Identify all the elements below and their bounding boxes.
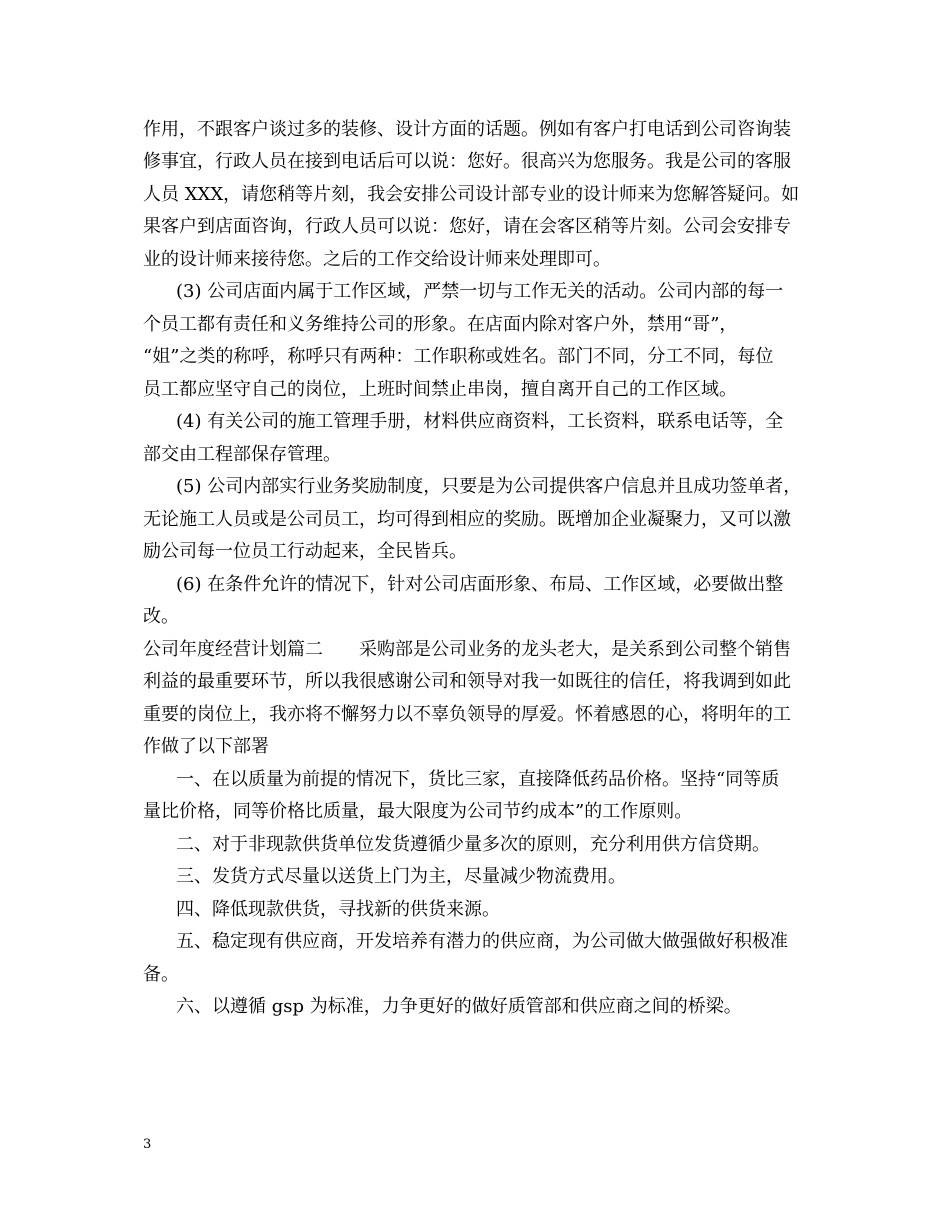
text-line: 改。 bbox=[143, 606, 179, 627]
text-line: (5) 公司内部实行业务奖励制度，只要是为公司提供客户信息并且成功签单者， bbox=[176, 476, 802, 497]
text-line: 三、发货方式尽量以送货上门为主，尽量减少物流费用。 bbox=[176, 866, 626, 887]
text-line: 员工都应坚守自己的岗位，上班时间禁止串岗，擅自离开自己的工作区域。 bbox=[143, 379, 737, 400]
text-line: 五、稳定现有供应商，开发培养有潜力的供应商，为公司做大做强做好积极准 bbox=[176, 931, 788, 952]
text-line: 个员工都有责任和义务维持公司的形象。在店面内除对客户外，禁用“哥”， bbox=[143, 314, 738, 335]
text-line: 修事宜，行政人员在接到电话后可以说：您好。很高兴为您服务。我是公司的客服 bbox=[143, 151, 791, 172]
text-line: 人员 XXX，请您稍等片刻，我会安排公司设计部专业的设计师来为您解答疑问。如 bbox=[143, 184, 800, 205]
text-line: 业的设计师来接待您。之后的工作交给设计师来处理即可。 bbox=[143, 249, 611, 270]
text-line: 无论施工人员或是公司员工，均可得到相应的奖励。既增加企业凝聚力，又可以激 bbox=[143, 509, 791, 530]
text-line: 一、在以质量为前提的情况下，货比三家，直接降低药品价格。坚持“同等质 bbox=[176, 769, 780, 790]
text-line: 四、降低现款供货，寻找新的供货来源。 bbox=[176, 899, 500, 920]
text-line: (3) 公司店面内属于工作区域，严禁一切与工作无关的活动。公司内部的每一 bbox=[176, 281, 784, 302]
text-line: 励公司每一位员工行动起来，全民皆兵。 bbox=[143, 541, 467, 562]
text-line: (6) 在条件允许的情况下，针对公司店面形象、布局、工作区域，必要做出整 bbox=[176, 574, 784, 595]
text-line: 作做了以下部署 bbox=[143, 736, 269, 757]
text-line: 备。 bbox=[143, 964, 179, 985]
text-line: 作用，不跟客户谈过多的装修、设计方面的话题。例如有客户打电话到公司咨询装 bbox=[143, 119, 791, 140]
text-line: (4) 有关公司的施工管理手册，材料供应商资料，工长资料，联系电话等，全 bbox=[176, 411, 784, 432]
text-line: 果客户到店面咨询，行政人员可以说：您好，请在会客区稍等片刻。公司会安排专 bbox=[143, 216, 791, 237]
page-number: 3 bbox=[143, 1137, 152, 1152]
text-line: 利益的最重要环节，所以我很感谢公司和领导对我一如既往的信任，将我调到如此 bbox=[143, 671, 791, 692]
text-line: 二、对于非现款供货单位发货遵循少量多次的原则，充分利用供方信贷期。 bbox=[176, 834, 770, 855]
text-line: 部交由工程部保存管理。 bbox=[143, 444, 341, 465]
text-line: 六、以遵循 gsp 为标准，力争更好的做好质管部和供应商之间的桥梁。 bbox=[176, 996, 742, 1017]
text-line: 公司年度经营计划篇二 采购部是公司业务的龙头老大，是关系到公司整个销售 bbox=[143, 639, 791, 660]
text-line: 重要的岗位上，我亦将不懈努力以不辜负领导的厚爱。怀着感恩的心，将明年的工 bbox=[143, 704, 791, 725]
text-line: 量比价格，同等价格比质量，最大限度为公司节约成本”的工作原则。 bbox=[143, 801, 693, 822]
text-line: “姐”之类的称呼，称呼只有两种：工作职称或姓名。部门不同，分工不同，每位 bbox=[143, 346, 774, 367]
